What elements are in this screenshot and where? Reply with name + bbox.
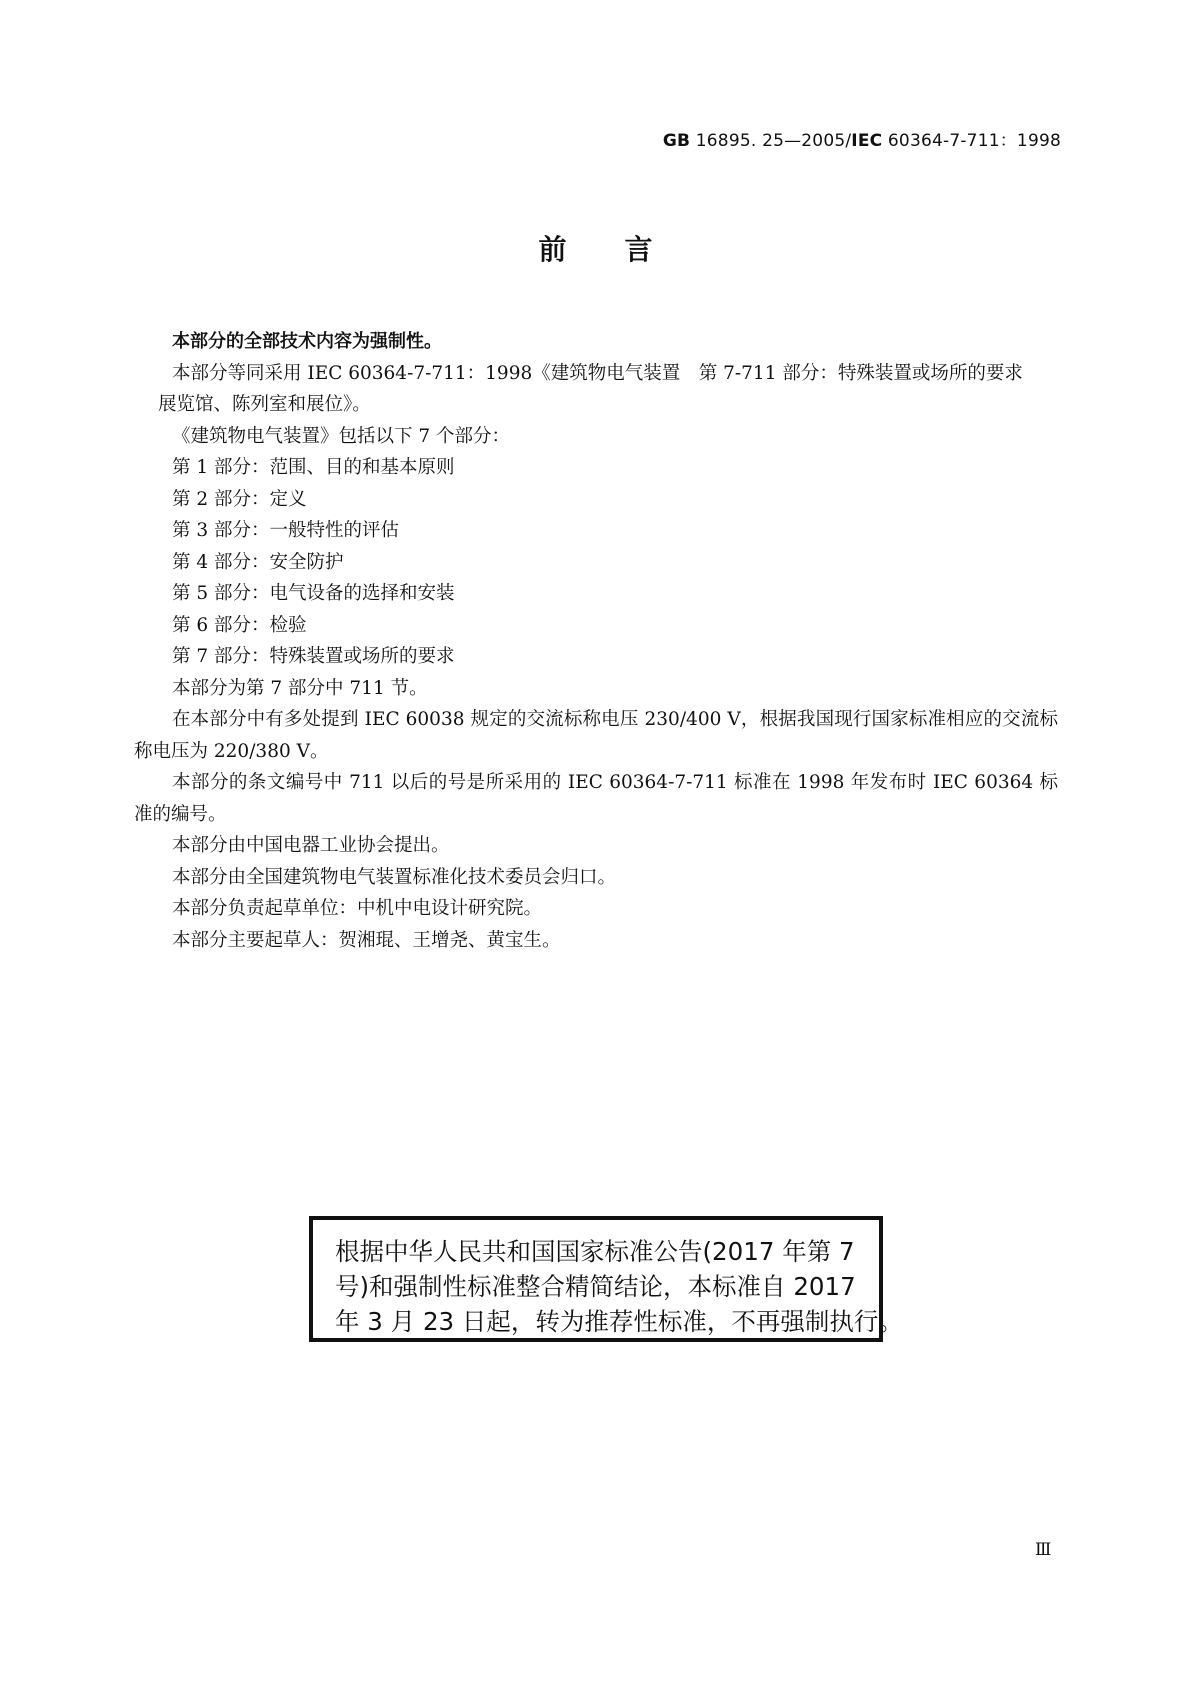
- notice-line1: 根据中华人民共和国国家标准公告(2017 年第 7: [335, 1237, 855, 1266]
- list-item-part3: 第 3 部分：一般特性的评估: [172, 520, 400, 541]
- paragraph-parts-intro: 《建筑物电气装置》包括以下 7 个部分：: [172, 425, 511, 447]
- notice-box: [309, 1216, 903, 1342]
- list-item-part4: 第 4 部分：安全防护: [172, 551, 344, 573]
- page-title: 前言: [538, 233, 711, 266]
- paragraph-adoption-line2: 展览馆、陈列室和展位》。: [158, 394, 371, 415]
- code-tail: 60364-7-711：1998: [882, 131, 1061, 151]
- paragraph-drafting-unit: 本部分负责起草单位：中机中电设计研究院。: [172, 898, 543, 919]
- code-number: 16895. 25—2005/: [690, 131, 852, 151]
- paragraph-drafters: 本部分主要起草人：贺湘琨、王增尧、黄宝生。: [172, 929, 561, 951]
- code-iec: IEC: [851, 131, 883, 151]
- document-code: [663, 126, 1061, 151]
- paragraph-adoption: [134, 358, 1058, 421]
- list-item-part6: 第 6 部分：检验: [172, 614, 307, 636]
- list-item-part5: 第 5 部分：电气设备的选择和安装: [172, 583, 455, 604]
- paragraph-committee: 本部分由全国建筑物电气装置标准化技术委员会归口。: [172, 866, 617, 888]
- notice-line2: 号)和强制性标准整合精简结论，本标准自 2017: [335, 1272, 856, 1301]
- preface-body: [134, 326, 1058, 956]
- notice-line3: 年 3 月 23 日起，转为推荐性标准，不再强制执行。: [335, 1307, 903, 1336]
- list-item-part1: 第 1 部分：范围、目的和基本原则: [172, 457, 455, 478]
- list-item-part2: 第 2 部分：定义: [172, 488, 307, 510]
- paragraph-adoption-line1: 本部分等同采用 IEC 60364-7-711：1998《建筑物电气装置 第 7-711 部分：特殊装置或场所的要求: [172, 362, 1023, 384]
- paragraph-numbering: 本部分的条文编号中 711 以后的号是所采用的 IEC 60364-7-711 标准在 1998 年发布时 IEC 60364 标准的编号。: [134, 772, 1058, 825]
- paragraph-mandatory: 本部分的全部技术内容为强制性。: [172, 331, 442, 352]
- code-prefix: GB: [662, 131, 691, 151]
- paragraph-section: 本部分为第 7 部分中 711 节。: [172, 677, 428, 699]
- paragraph-proposer: 本部分由中国电器工业协会提出。: [172, 835, 450, 856]
- paragraph-voltage: 在本部分中有多处提到 IEC 60038 规定的交流标称电压 230/400 V，根据我国现行国家标准相应的交流标称电压为 220/380 V。: [134, 709, 1058, 762]
- list-item-part7: 第 7 部分：特殊装置或场所的要求: [172, 646, 455, 667]
- page-number: Ⅲ: [1035, 1540, 1052, 1560]
